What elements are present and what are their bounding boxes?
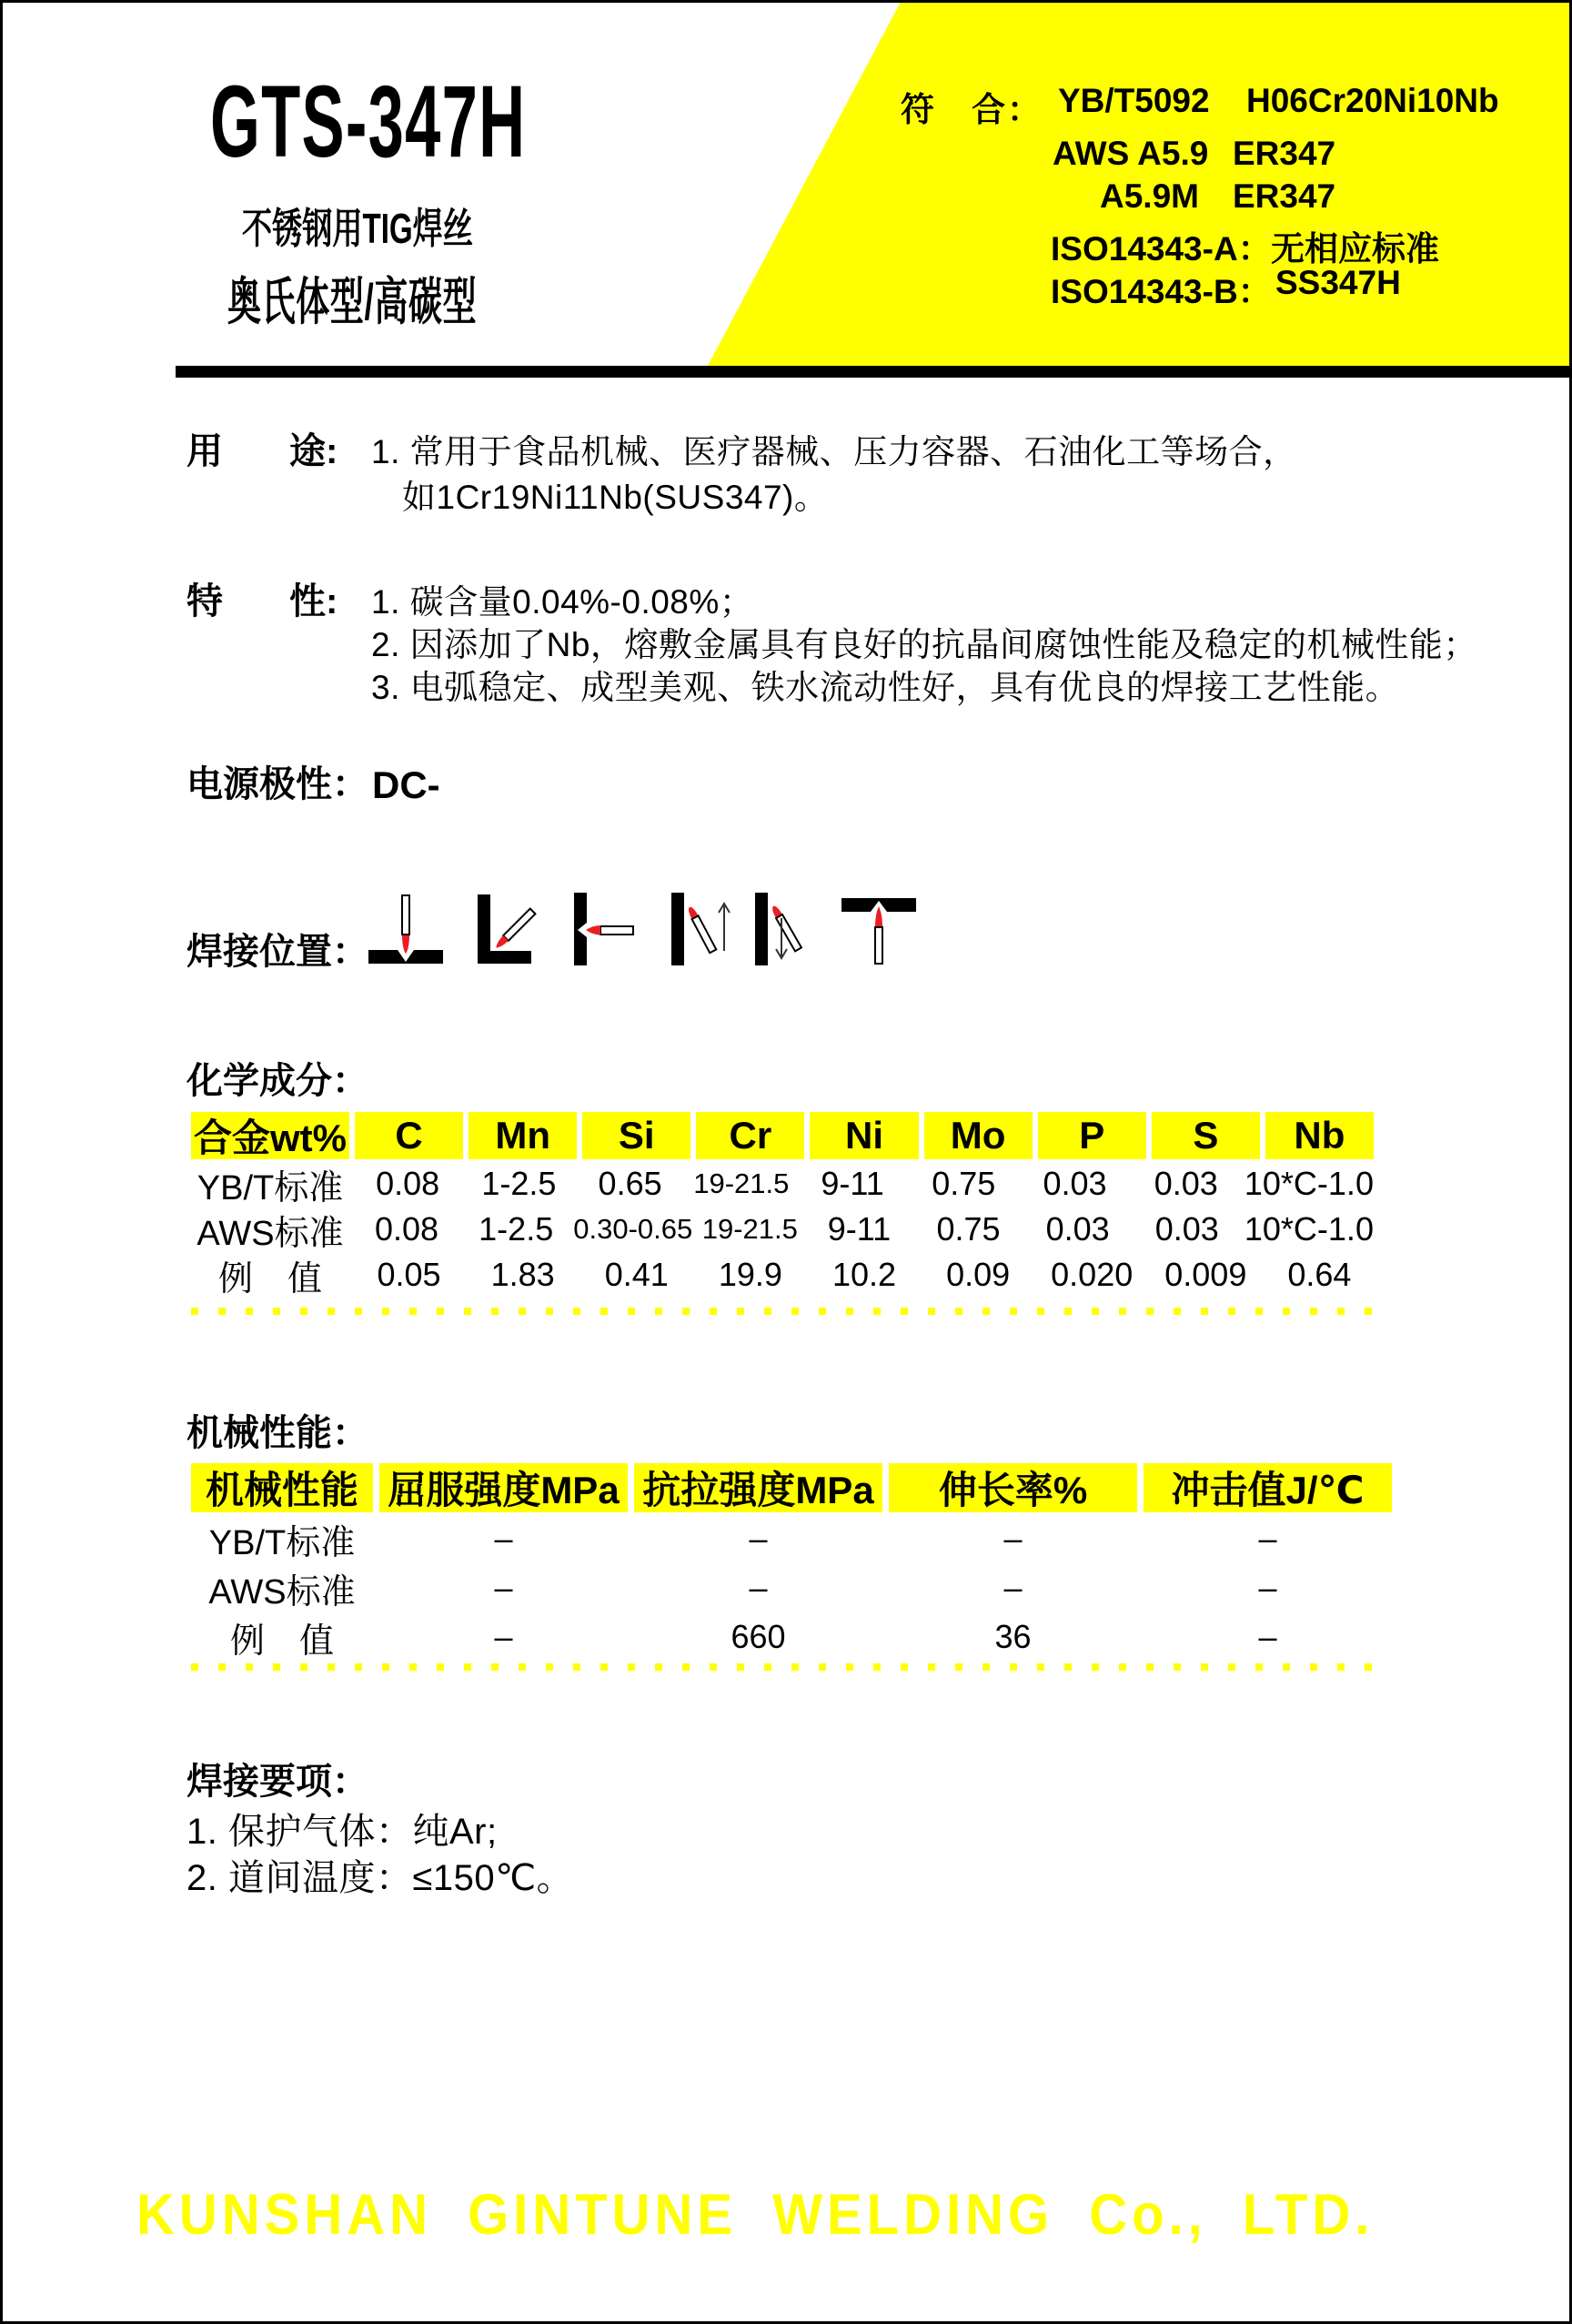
mechanical-row-example [191, 1614, 1392, 1660]
usage-line-1: 1. 常用于食品机械、医疗器械、压力容器、石油化工等场合， [371, 433, 1297, 470]
chem-value: 19-21.5 [693, 1167, 790, 1199]
chem-value: 0.64 [1287, 1256, 1352, 1293]
standard-name: AWS A5.9 [1053, 135, 1209, 172]
chem-value: 0.08 [375, 1210, 439, 1248]
polarity-label [186, 763, 440, 806]
mechanical-header-row [191, 1463, 1392, 1512]
chem-value: 0.03 [1154, 1210, 1219, 1248]
chem-value: 0.05 [377, 1256, 441, 1293]
compliance-standards-block [901, 0, 1556, 366]
standard-grade: ER347 [1233, 177, 1336, 215]
chem-value: 1.83 [490, 1256, 555, 1293]
feature-item-2: 2. 因添加了Nb，熔敷金属具有良好的抗晶间腐蚀性能及稳定的机械性能； [371, 626, 1477, 663]
mech-header-cell: 屈服强度MPa [379, 1463, 628, 1512]
chemistry-dotted-separator [191, 1308, 1374, 1315]
chem-header-cell: Nb [1265, 1112, 1374, 1159]
compliance-line [901, 177, 1556, 221]
mech-value: – [494, 1520, 513, 1557]
product-title: GTS-347H [210, 65, 527, 178]
welding-position-vertical-down-icon [748, 893, 822, 967]
welding-positions-label: 焊接位置： [186, 932, 368, 972]
chem-value: 0.75 [932, 1165, 996, 1202]
chem-value: 0.75 [936, 1210, 1001, 1248]
welding-notes-label: 焊接要项： [186, 1762, 368, 1802]
compliance-line [901, 221, 1556, 268]
standard-grade: ER347 [1233, 135, 1336, 172]
chem-value: 0.020 [1051, 1256, 1134, 1293]
standard-grade: 无相应标准 [1271, 230, 1439, 268]
row-name: 例 值 [229, 1622, 334, 1661]
product-subtitle-grade-type: 奥氏体型/高碳型 [227, 273, 478, 330]
mechanical-table [191, 1463, 1392, 1660]
features-label-char1: 特 [186, 581, 223, 621]
chem-value: 19-21.5 [701, 1213, 798, 1245]
standard-grade: SS347H [1275, 264, 1401, 301]
chem-value: 0.03 [1043, 1165, 1107, 1202]
usage-label [186, 431, 338, 471]
welding-position-overhead-icon [841, 893, 916, 967]
mech-value: – [1258, 1520, 1277, 1557]
welding-note-2: 2. 道间温度：≤150℃。 [186, 1858, 574, 1898]
polarity-label-text: 电源极性： [186, 764, 368, 804]
usage-line-2: 如1Cr19Ni11Nb(SUS347)。 [402, 479, 829, 516]
chemistry-header-row [191, 1112, 1374, 1159]
feature-item-3: 3. 电弧稳定、成型美观、铁水流动性好，具有优良的焊接工艺性能。 [371, 669, 1400, 706]
chem-value: 0.03 [1045, 1210, 1110, 1248]
standard-name: ISO14343-B： [1051, 273, 1272, 310]
mechanical-row-aws [191, 1565, 1392, 1611]
chem-value: 9-11 [821, 1165, 884, 1202]
standard-name: A5.9M [1100, 177, 1199, 215]
row-name: AWS标准 [208, 1572, 356, 1612]
chem-header-cell: 合金wt% [191, 1112, 349, 1159]
compliance-prefix: 符 合： [901, 91, 1043, 128]
compliance-line [901, 135, 1556, 178]
welding-position-flat-icon [368, 893, 443, 967]
chemistry-row-example [191, 1254, 1374, 1296]
product-subtitle-wire-type: 不锈钢用TIG焊丝 [242, 205, 473, 252]
mech-value: 36 [994, 1618, 1032, 1655]
chem-header-cell: Mo [924, 1112, 1033, 1159]
chem-value: 9-11 [827, 1210, 892, 1248]
chem-header-cell: C [355, 1112, 463, 1159]
mech-value: – [494, 1569, 513, 1606]
row-name: YB/T标准 [208, 1523, 356, 1562]
mech-value: – [749, 1569, 768, 1606]
standard-grade: H06Cr20Ni10Nb [1246, 82, 1499, 119]
chemistry-table [191, 1112, 1374, 1296]
chem-value: 1-2.5 [481, 1165, 557, 1202]
chem-value: 0.65 [598, 1165, 662, 1202]
chem-header-cell: P [1038, 1112, 1146, 1159]
chem-header-cell: Si [582, 1112, 690, 1159]
welding-position-vertical-up-icon [664, 893, 739, 967]
chem-header-cell: Cr [696, 1112, 804, 1159]
chemistry-label: 化学成分： [186, 1061, 368, 1101]
mechanical-row-ybt [191, 1516, 1392, 1561]
mech-header-cell: 伸长率% [889, 1463, 1137, 1512]
chemistry-row-aws [191, 1208, 1374, 1253]
mech-header-cell: 冲击值J/℃ [1144, 1463, 1392, 1512]
mech-value: – [1003, 1520, 1023, 1557]
chem-value: 0.09 [946, 1256, 1011, 1293]
mech-header-cell: 抗拉强度MPa [634, 1463, 882, 1512]
chem-value: 0.009 [1164, 1256, 1247, 1293]
mech-value: – [1003, 1569, 1023, 1606]
chem-value: 0.41 [604, 1256, 669, 1293]
mechanical-dotted-separator [191, 1663, 1392, 1671]
feature-item-1: 1. 碳含量0.04%-0.08%； [371, 583, 754, 621]
mech-value: – [1258, 1618, 1277, 1655]
chem-value: 10.2 [831, 1256, 897, 1293]
mech-value: – [749, 1520, 768, 1557]
mech-value: – [1258, 1569, 1277, 1606]
mech-value: 660 [731, 1618, 786, 1655]
compliance-line [901, 82, 1556, 126]
chem-value: 19.9 [718, 1256, 782, 1293]
chem-value: 0.30-0.65 [573, 1213, 693, 1245]
row-name: 例 值 [217, 1259, 322, 1298]
polarity-value: DC- [372, 763, 440, 806]
standard-name: YB/T5092 [1058, 82, 1210, 119]
chem-value: 10*C-1.0 [1244, 1165, 1374, 1202]
chem-value: 0.08 [376, 1165, 440, 1202]
features-label [186, 581, 338, 621]
header-divider-bar [176, 366, 1569, 378]
chem-header-cell: S [1152, 1112, 1260, 1159]
company-name: KUNSHAN GINTUNE WELDING Co., LTD. [136, 2183, 1375, 2248]
standard-name: ISO14343-A： [1051, 230, 1272, 268]
chem-value: 0.03 [1154, 1165, 1218, 1202]
welding-position-horizontal-icon [566, 893, 640, 967]
chem-header-cell: Ni [810, 1112, 918, 1159]
mech-value: – [494, 1618, 513, 1655]
chem-value: 1-2.5 [479, 1210, 554, 1248]
features-label-char2: 性: [289, 581, 338, 621]
chem-value: 10*C-1.0 [1244, 1210, 1374, 1248]
welding-note-1: 1. 保护气体：纯Ar; [186, 1812, 498, 1852]
chemistry-row-ybt [191, 1163, 1374, 1205]
chem-header-cell: Mn [469, 1112, 577, 1159]
mechanical-label: 机械性能： [186, 1413, 368, 1453]
compliance-line [901, 264, 1556, 308]
mech-header-cell: 机械性能 [191, 1463, 373, 1512]
usage-label-char1: 用 [186, 431, 223, 471]
row-name: YB/T标准 [196, 1168, 344, 1207]
usage-label-char2: 途: [289, 431, 338, 471]
welding-position-fillet-icon [471, 893, 546, 967]
row-name: AWS标准 [196, 1214, 344, 1253]
